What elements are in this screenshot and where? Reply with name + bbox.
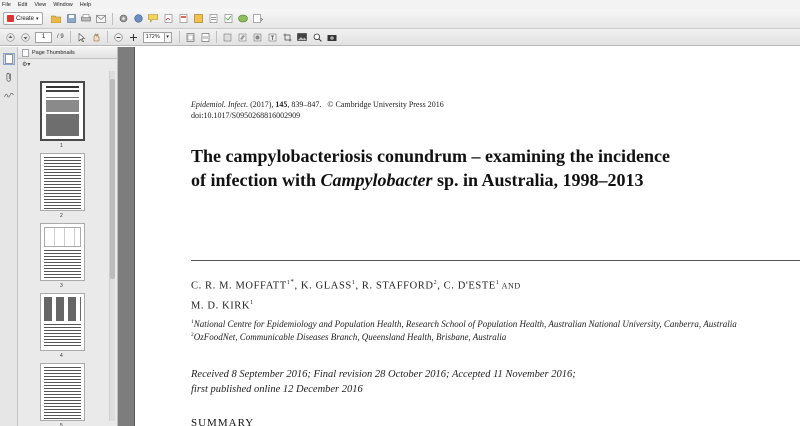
page-thumbnail-1[interactable] [40,81,85,141]
author-name: , R. STAFFORD [355,280,434,292]
fit-page-icon[interactable] [185,32,196,42]
page-thumbnail-label: 1 [60,143,63,149]
menu-bar [0,0,800,9]
zoom-level-input[interactable]: 172% [143,32,165,43]
menu-file[interactable]: File [2,1,11,8]
page-thumbnail-5[interactable] [40,363,85,421]
create-button-label: Create [16,15,35,22]
create-button[interactable] [3,12,43,25]
title-species: Campylobacter [320,170,433,190]
navigation-toolbar [0,29,800,46]
affiliations [191,317,751,343]
page-thumbnail-3[interactable] [40,223,85,281]
author-affiliation-marker: 1 [286,280,291,286]
review-icon[interactable] [223,14,234,24]
publication-dates [191,367,576,397]
journal-volume: 145 [275,100,288,109]
previous-page-icon[interactable] [5,32,16,42]
title-divider [191,260,800,261]
settings-icon[interactable] [118,14,129,24]
image-icon[interactable] [297,32,308,42]
author-conjunction: AND [499,281,521,291]
hand-tool-icon[interactable] [91,32,102,42]
highlight-icon[interactable] [237,32,248,42]
menu-help[interactable]: Help [79,1,92,8]
toolbar-divider [107,31,108,43]
paperclip-icon [5,72,13,82]
toolbar-divider [70,31,71,43]
sign-icon[interactable] [163,14,174,24]
author-affiliation-marker: 1 [351,280,356,286]
author-name: C. R. M. MOFFATT [191,280,287,292]
page-thumbnail-4[interactable] [40,293,85,351]
affiliation-marker: 2 [191,332,194,338]
read-mode-icon[interactable] [327,32,338,42]
open-icon[interactable] [51,14,62,24]
thumbnails-scrollbar[interactable] [109,71,115,421]
form-icon[interactable] [193,14,204,24]
author-affiliation-marker: 2 [433,280,438,286]
page-thumbnails-panel [18,47,118,426]
page-number-input[interactable]: 1 [35,32,52,43]
fit-width-icon[interactable] [200,32,211,42]
export-icon[interactable] [238,14,249,24]
signature-icon [4,91,14,100]
page-thumbnail-label: 2 [60,213,63,219]
title-text: sp. in Australia, 1998–2013 [432,170,644,190]
thumbnails-options [18,59,117,69]
zoom-in-icon[interactable] [128,32,139,42]
page-thumbnails-icon [22,49,29,57]
page-thumbnail-2[interactable] [40,153,85,211]
journal-year: (2017), [250,100,276,109]
stamp-icon[interactable] [178,14,189,24]
title-line-2 [191,168,751,192]
scrollbar-thumb[interactable] [110,79,115,279]
rotate-icon[interactable] [222,32,233,42]
journal-copyright: © Cambridge University Press 2016 [327,100,444,109]
author-affiliation-marker: 1 [250,299,254,306]
zoom-dropdown-button[interactable]: ▾ [165,32,172,43]
published-online-date: first published online 12 December 2016 [191,384,363,395]
print-icon[interactable] [81,14,92,24]
pdf-page [134,47,800,426]
thumbnails-panel-title: Page Thumbnails [32,49,75,56]
email-icon[interactable] [96,14,107,24]
menu-edit[interactable]: Edit [17,1,28,8]
main-toolbar [0,9,800,29]
journal-pages: , 839–847. [287,100,322,109]
navigation-panel-buttons [0,47,18,426]
toolbar-divider [179,31,180,43]
author-affiliation-marker: 1 [495,280,500,286]
journal-citation [191,99,444,121]
summary-heading: SUMMARY [191,417,255,426]
create-icon [7,15,14,22]
affiliation-text: National Centre for Epidemiology and Population Health, Research School of Population Health, Australian National University, Canberra, Australia [193,319,737,329]
search-icon[interactable] [312,32,323,42]
document-view[interactable] [118,47,800,426]
page-thumbnails-icon [5,54,13,64]
title-line-1: The campylobacteriosis conundrum – examining the incidence [191,146,671,166]
comment-icon[interactable] [148,14,159,24]
author-name: , C. D'ESTE [437,280,496,292]
chevron-down-icon: ▾ [36,15,39,22]
share-icon[interactable] [133,14,144,24]
crop-icon[interactable] [282,32,293,42]
corresponding-author-marker: * [290,278,295,286]
toolbar-divider [112,13,113,25]
select-tool-icon[interactable] [76,32,87,42]
more-icon[interactable] [253,14,264,24]
author-name: M. D. KIRK [191,300,251,311]
menu-window[interactable]: Window [53,1,73,8]
affiliation-marker: 1 [191,319,194,325]
attach-icon[interactable] [208,14,219,24]
menu-view[interactable]: View [34,1,47,8]
paper-title [191,144,751,192]
next-page-icon[interactable] [20,32,31,42]
page-thumbnail-label: 5 [60,423,63,426]
page-thumbnails-button[interactable] [3,53,15,65]
zoom-out-icon[interactable] [113,32,124,42]
page-thumbnail-label: 4 [60,353,63,359]
page-thumbnail-label: 3 [60,283,63,289]
thumbnails-header [18,47,117,59]
affiliation-text: OzFoodNet, Communicable Diseases Branch, Queensland Health, Brisbane, Australia [193,332,507,342]
toolbar-divider [216,31,217,43]
page-total-label: / 9 [57,34,64,40]
signatures-button[interactable] [3,89,15,101]
journal-name: Epidemiol. Infect. [191,100,249,109]
doi: doi:10.1017/S0950268816002909 [191,111,301,120]
markup-icon[interactable] [252,32,263,42]
author-name: , K. GLASS [294,280,352,292]
attachments-button[interactable] [3,71,15,83]
options-icon[interactable]: ⚙▾ [22,61,31,68]
save-icon[interactable] [66,14,77,24]
author-list [191,274,521,314]
received-dates: Received 8 September 2016; Final revision 28 October 2016; Accepted 11 November 2016; [191,369,576,380]
text-edit-icon[interactable] [267,32,278,42]
title-text: of infection with [191,170,321,190]
